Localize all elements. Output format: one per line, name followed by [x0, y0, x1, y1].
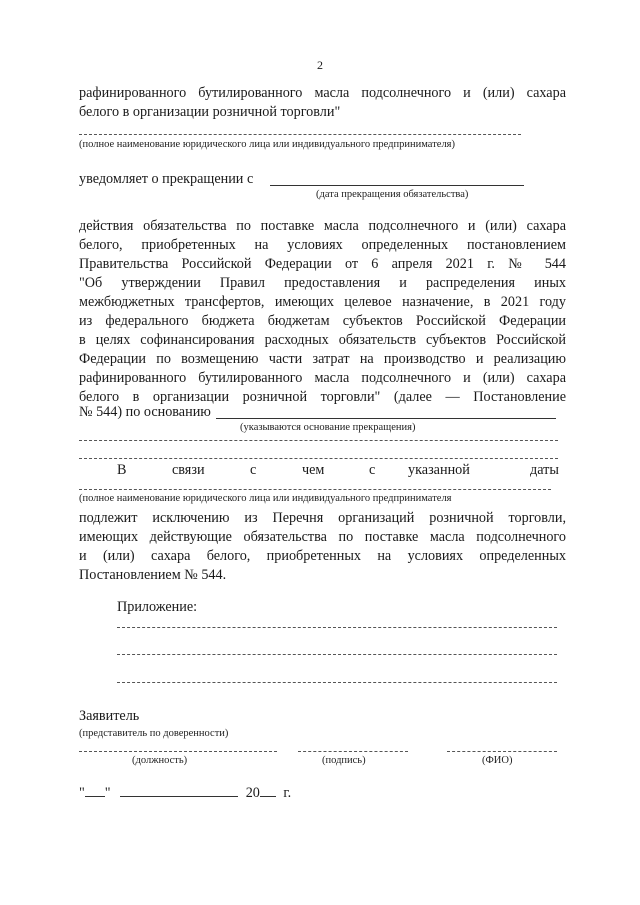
connection-word-6: указанной	[408, 462, 470, 478]
body-line-7: в целях софинансирования расходных обязательств субъектов Российской	[79, 332, 566, 348]
signature-line	[298, 751, 408, 752]
org-name-line	[79, 134, 521, 135]
date-month-blank	[120, 784, 238, 797]
date-quote-close: "	[104, 785, 111, 801]
name-line	[447, 751, 557, 752]
name-caption: (ФИО)	[482, 755, 513, 766]
attachment-label: Приложение:	[117, 599, 198, 615]
basis-caption: (указываются основание прекращения)	[240, 422, 416, 433]
date-quote-open: "	[79, 785, 85, 801]
connection-word-5: с	[369, 462, 376, 478]
representative-caption: (представитель по доверенности)	[79, 728, 229, 739]
applicant-label: Заявитель	[79, 708, 140, 724]
position-line	[79, 751, 277, 752]
connection-word-7: даты	[530, 462, 559, 478]
termination-date-line	[270, 185, 524, 186]
attachment-line-2	[117, 654, 557, 655]
exclusion-line-2: имеющих действующие обязательства по поставке масла подсолнечного	[79, 529, 566, 545]
date-day-blank	[85, 784, 105, 797]
attachment-line-3	[117, 682, 557, 683]
body-line-9: рафинированного бутилированного масла подсолнечного и (или) сахара	[79, 370, 566, 386]
exclusion-org-name-caption: (полное наименование юридического лица или индивидуального предпринимателя	[79, 493, 452, 504]
basis-prefix: № 544) по основанию	[79, 404, 211, 420]
attachment-line-1	[117, 627, 557, 628]
position-caption: (должность)	[132, 755, 188, 766]
basis-continuation-line-1	[79, 440, 558, 441]
exclusion-line-1: подлежит исключению из Перечня организаций розничной торговли,	[79, 510, 566, 526]
date-year-suffix: г.	[283, 785, 292, 801]
header-line-1: рафинированного бутилированного масла подсолнечного и (или) сахара	[79, 85, 566, 101]
body-line-4: "Об утверждении Правил предоставления и распределения иных	[79, 275, 566, 291]
body-line-3: Правительства Российской Федерации от 6 апреля 2021 г. № 544	[79, 256, 566, 272]
page-number: 2	[317, 58, 323, 72]
connection-word-3: с	[250, 462, 257, 478]
body-line-8: Федерации по возмещению части затрат на производство и реализацию	[79, 351, 566, 367]
exclusion-line-4: Постановлением № 544.	[79, 567, 227, 583]
termination-date-caption: (дата прекращения обязательства)	[316, 189, 469, 200]
exclusion-org-name-line	[79, 489, 551, 490]
exclusion-line-3: и (или) сахара белого, приобретенных на условиях определенных	[79, 548, 566, 564]
body-line-6: из федерального бюджета бюджетам субъектов Российской Федерации	[79, 313, 566, 329]
date-line	[79, 784, 291, 803]
date-year-prefix: 20	[245, 785, 260, 801]
date-year-blank	[260, 784, 276, 797]
connection-word-1: В	[117, 462, 127, 478]
termination-prefix: уведомляет о прекращении с	[79, 171, 254, 187]
connection-word-4: чем	[302, 462, 325, 478]
body-line-2: белого, приобретенных на условиях определенных постановлением	[79, 237, 566, 253]
body-line-5: межбюджетных трансфертов, имеющих целевое назначение, в 2021 году	[79, 294, 566, 310]
body-line-10: белого в организации розничной торговли" (далее — Постановление	[79, 389, 566, 405]
connection-word-2: связи	[172, 462, 205, 478]
signature-caption: (подпись)	[322, 755, 366, 766]
header-line-2: белого в организации розничной торговли"	[79, 104, 341, 120]
basis-line	[216, 418, 556, 419]
body-line-1: действия обязательства по поставке масла подсолнечного и (или) сахара	[79, 218, 566, 234]
basis-continuation-line-2	[79, 458, 558, 459]
org-name-caption: (полное наименование юридического лица или индивидуального предпринимателя)	[79, 139, 456, 150]
